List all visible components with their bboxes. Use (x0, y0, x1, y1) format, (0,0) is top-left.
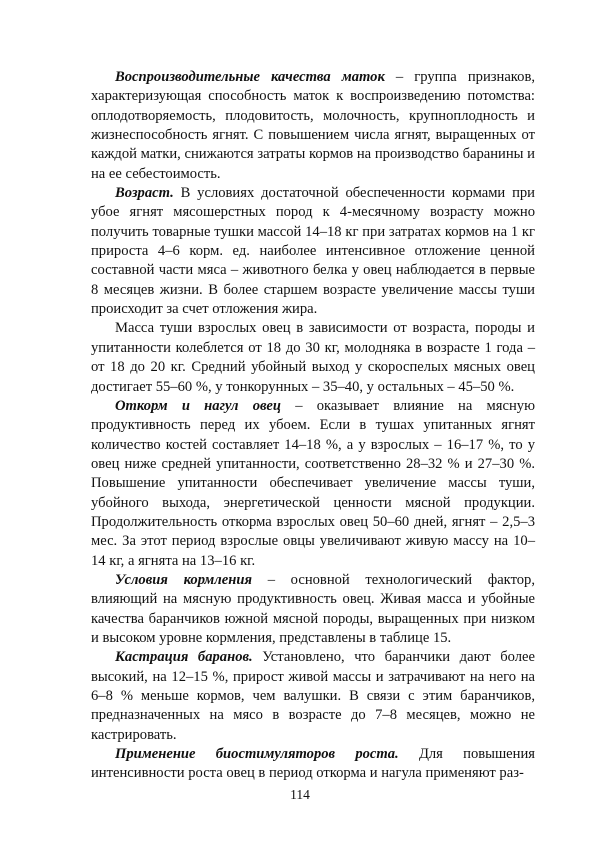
paragraph-text: Для повышения интенсивности роста овец в период откорма и нагула применяют раз- (91, 746, 535, 782)
paragraph-biostimulators (91, 745, 535, 784)
term-feeding: Условия кормления (115, 571, 252, 588)
term-age: Возраст. (115, 185, 174, 202)
paragraph-text: Установлено, что баранчики дают более высокий, на 12–15 %, прирост живой массы и затрачивают на него на 6–8 % меньше кормов, чем валушки. В связи с этим баранчиков, предназначенных на мясо в возрасте до 7–8 месяцев, можно не кастрировать. (91, 649, 535, 743)
paragraph-text: Масса туши взрослых овец в зависимости от возраста, породы и упитанности колеблется от 18 до 30 кг, молодняка в возрасте 1 года – от 18 до 20 кг. Средний убойный выход у скороспелых мясных овец достигает 55–60 %, у тонкорунных – 35–40, у остальных – 45–50 %. (91, 320, 535, 395)
paragraph-feeding (91, 571, 535, 648)
paragraph-text: – группа признаков, характеризующая способность маток к воспроизведению потомства: оплодотворяемость, плодовитость, молочность, крупноплодность и жизнеспособность ягнят. С повышением числа ягнят, выращенных от каждой матки, снижаются затраты кормов на производство баранины и на ее себестоимость. (91, 69, 535, 182)
paragraph-castration (91, 648, 535, 745)
paragraph-carcass-mass (91, 319, 535, 396)
paragraph-text: – оказывает влияние на мясную продуктивность перед их убоем. Если в тушах упитанных ягнят количество костей составляет 14–18 %, а у взрослых – 16–17 %, то у овец ниже средней упитанности, соответственно 28–32 % и 27–30 %. Повышение упитанности обеспечивает увеличение массы туши, убойного выхода, энергетической ценности мясной продукции. Продолжительность откорма взрослых овец 50–60 дней, ягнят – 2,5–3 мес. За этот период взрослые овцы увеличивают живую массу на 10–14 кг, а ягнята на 13–16 кг. (91, 397, 535, 569)
page-body (91, 68, 535, 784)
term-fattening: Откорм и нагул овец (115, 397, 281, 414)
term-castration: Кастрация баранов. (115, 649, 253, 666)
page-number: 114 (290, 787, 310, 802)
paragraph-fattening (91, 397, 535, 571)
paragraph-text: – основной технологический фактор, влияющий на мясную продуктивность овец. Живая масса и убойные качества баранчиков южной мясной породы, выращенных при низком и высоком уровне кормления, представлены в таблице 15. (91, 571, 535, 646)
paragraph-reproductive-qualities (91, 68, 535, 184)
paragraph-text: В условиях достаточной обеспеченности кормами при убое ягнят мясошерстных пород к 4-месячному возрасту можно получить товарные тушки массой 14–18 кг при затратах кормов на 1 кг прироста 4–6 корм. ед. наиболее интенсивное отложение ценной составной части мяса – животного белка у овец наблюдается в первые 8 месяцев жизни. В более старшем возрасте увеличение массы туши происходит за счет отложения жира. (91, 185, 535, 318)
term-reproductive-qualities: Воспроизводительные качества маток (115, 69, 385, 85)
term-biostimulators: Применение биостимуляторов роста. (115, 746, 399, 763)
paragraph-age (91, 184, 535, 319)
